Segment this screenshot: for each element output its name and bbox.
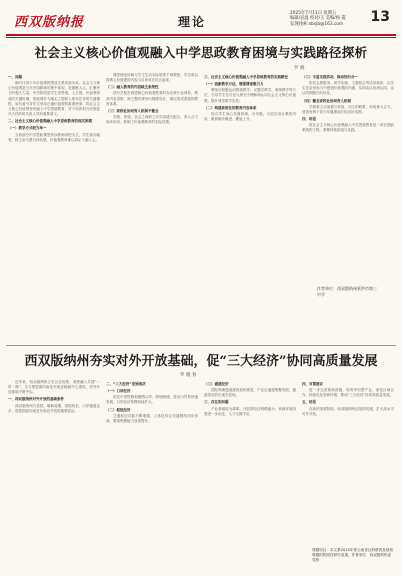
page-number: 13 (370, 9, 390, 25)
paragraph: 教师应积极运用情境教学、议题式教学、案例教学等方法，引导学生在讨论与探究中理解和认同社会主义核心价值观，提升课堂教学实效。 (204, 88, 296, 103)
paragraph: 依托中老铁路和磨憨口岸，跨境物流、进出口贸易快速发展，口岸经济规模持续扩大。 (106, 395, 198, 405)
article-divider (6, 345, 396, 346)
article2-column-4 (302, 380, 394, 570)
subheading: 二、“三大经济”发展现状 (106, 382, 146, 386)
paragraph: 结合学生身心发展规律，分年级、分层次设计教育内容，做到循序渐进、螺旋上升。 (204, 111, 296, 122)
issue-date: 2025年7月11日 星期五 (290, 11, 337, 16)
subheading: （三）丰富实践活动，推动知行合一 (302, 75, 358, 79)
article2-author: 罗 晓 春 (180, 373, 197, 378)
article2-column-3 (204, 380, 296, 570)
paragraph: 产业基础较为薄弱，开放型经济规模偏小，营商环境仍需进一步优化，人才支撑不足。 (204, 406, 296, 416)
paragraph: 学校要主动加强与家庭、社区的联系，形成育人合力，营造有利于青少年健康成长的良好氛围。 (302, 104, 394, 114)
subheading: （一）口岸经济 (106, 389, 131, 394)
paragraph: 西双版纳州与老挝、缅甸接壤，国境线长，口岸通道众多，是我国面向南亚东南亚开放的重要前沿。 (8, 403, 100, 413)
article2-body (8, 380, 394, 570)
article1-body (8, 73, 394, 299)
issue-editors: 编辑/岩温 校对/玉 美编/杨 霞 (290, 16, 346, 22)
subheading: 四、对策建议 (302, 382, 323, 386)
paragraph: 新时代青少年价值观的塑造关系民族未来。社会主义核心价值观是当代中国精神的集中体现，是凝聚人心、汇聚民力的强大力量。中学阶段是学生世界观、人生观、价值观形成的关键时期，思政课作为落实立德树人根本任务的关键课程，肩负着引导学生形成正确价值观的重要使命。将社会主义核心价值观有机融入中学思政教育，对于培养担当民族复兴大任的时代新人具有重要意义。 (8, 81, 100, 117)
subheading: （二）构建系统化的教育内容体系 (204, 105, 257, 110)
header-rule-thin (6, 37, 396, 38)
subheading: （二）融入教育的内容缺乏系统性 (106, 85, 159, 90)
subheading: （三）家校社协同育人机制不健全 (106, 108, 159, 113)
paragraph: 学校、家庭、社会之间缺乏有效沟通与配合，育人合力尚未形成，影响了价值观教育的实际效果。 (106, 115, 198, 125)
article2-fund-note: 课题项目：本文系2025年度云南省社科联普及规划课题的阶段性研究成果。作者单位：西双版纳州委党校 (312, 548, 394, 562)
paragraph: 在新的发展阶段，西双版纳州应抢抓机遇，扩大高水平对外开放。 (302, 406, 394, 416)
article1-headline: 社会主义核心价值观融入中学思政教育困境与实践路径探析 (34, 45, 368, 60)
subheading: 三、社会主义核心价值观融入中学思政教育的实践路径 (204, 75, 288, 79)
article1-column-2 (106, 73, 198, 299)
subheading: （一）创新教学方法，增强课堂吸引力 (204, 82, 264, 87)
paragraph: 依托志愿服务、研学实践、主题班会等活动载体，让学生在亲身参与中感悟价值观的内涵，实现由认知到认同、由认同到践行的转化。 (302, 81, 394, 96)
article1-column-3 (204, 73, 296, 299)
masthead (6, 4, 396, 34)
section-title: 理论 (178, 15, 207, 29)
paragraph: 当前部分中学思政课堂仍以教师讲授为主，学生被动接受，缺乏参与感与体验感，价值观教育难以真正入脑入心。 (8, 132, 100, 142)
subheading: 二、社会主义核心价值观融入中学思政教育的现实困境 (8, 119, 92, 124)
newspaper-logo: 西双版纳报 (14, 15, 85, 30)
subheading: （二）枢纽经济 (106, 407, 131, 412)
paragraph: 将社会主义核心价值观融入中学思政教育是一项长期而系统的工程，需要持续探索与实践。 (302, 123, 394, 133)
subheading: 一、问题 (8, 75, 22, 79)
article1-author-note: 作者单位：西双版纳州景洪市第三中学 (317, 286, 377, 297)
paragraph: 交通枢纽功能不断增强，立体化综合交通网络初步形成，要素集聚能力显著提升。 (106, 413, 198, 423)
article1-author: 罗 晓 (294, 66, 305, 71)
subheading: 三、存在的问题 (204, 400, 229, 405)
article2-column-2 (106, 380, 198, 570)
article1-column-1 (8, 73, 100, 299)
subheading: 一、西双版纳州对外开放的基础条件 (8, 397, 64, 402)
subheading: （一）教学方式较为单一 (8, 126, 47, 131)
paragraph: 国际物流通道建设加快推进，产业沿通道集聚发展，通道带动效应逐步显现。 (204, 388, 296, 398)
paragraph: 课堂理论讲解与学生生活实际联系不够紧密，学生难以将核心价值观的内容与自身成长结合起来。 (106, 73, 198, 83)
subheading: 四、结语 (302, 117, 316, 122)
paragraph: 进一步完善基础设施，培育外向型产业，深化区域合作，持续优化营商环境，推动“三大经济”协同高质量发展。 (302, 388, 394, 398)
subheading: 五、结语 (302, 400, 316, 405)
article1-column-4 (302, 73, 394, 299)
article2-headline: 西双版纳州夯实对外开放基础，促“三大经济”协同高质量发展 (24, 354, 378, 369)
paragraph: 近年来，西双版纳州立足区位优势，深度融入共建“一带一路”，全力推进面向南亚东南亚辐射中心建设，对外开放基础不断夯实。 (8, 380, 100, 395)
header-rule (6, 34, 396, 36)
article2-column-1 (8, 380, 100, 570)
issue-email: 发现线索:xbsjb@163.com (290, 21, 344, 27)
paragraph: 部分学校在推进核心价值观教育时存在碎片化现象，教育内容零散，缺乏整体规划与梯度设计，难以形成系统的教育体系。 (106, 91, 198, 106)
subheading: （三）通道经济 (204, 382, 229, 386)
subheading: （四）健全家校社协同育人机制 (302, 98, 351, 103)
